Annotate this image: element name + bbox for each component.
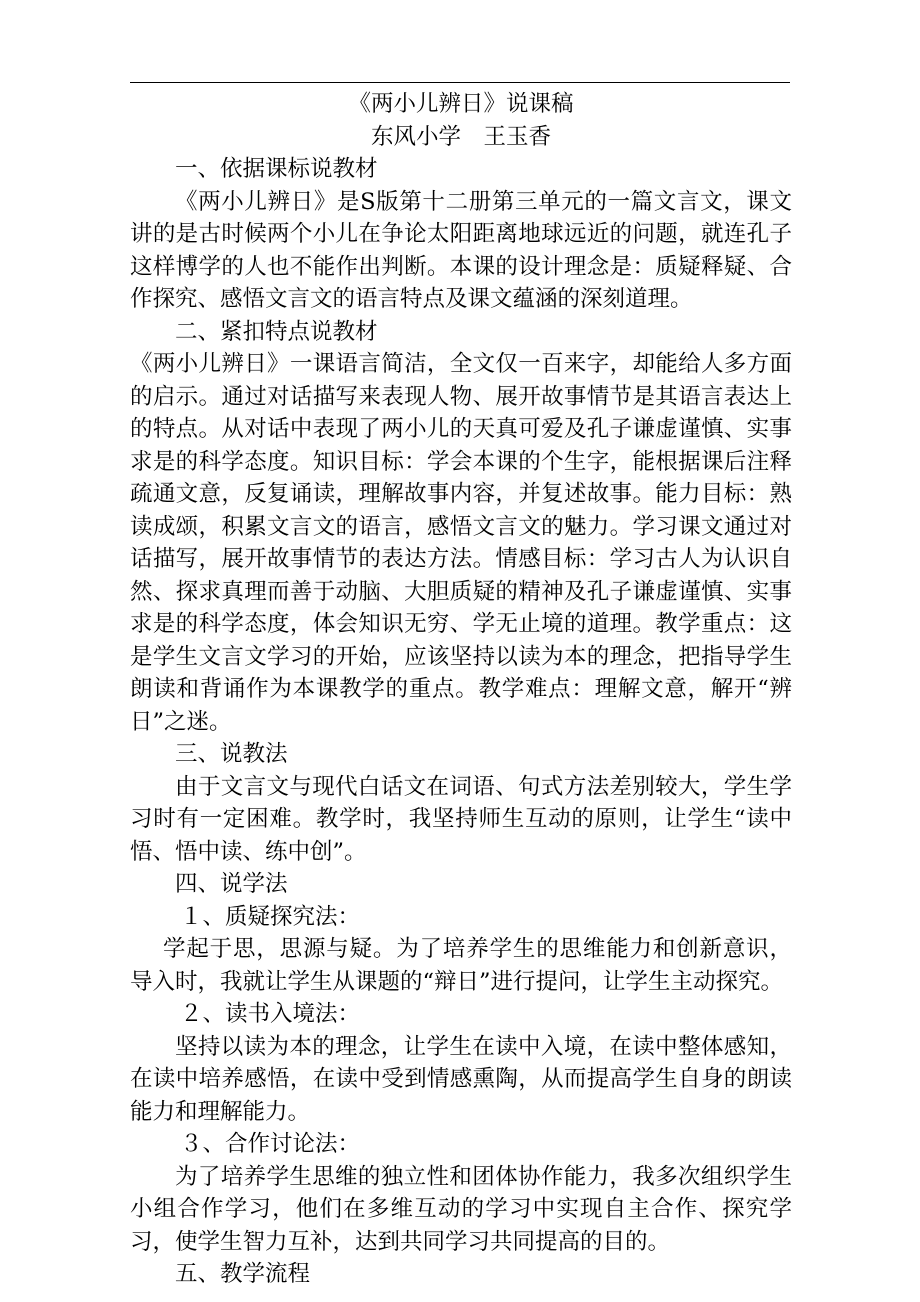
paragraph: 三、说教法 [175,741,288,767]
paragraph: 五、教学流程 [175,1261,311,1287]
author-line: 东风小学 王玉香 [370,123,551,150]
document-title: 《两小儿辨日》说课稿 [348,91,574,117]
paragraph: 《两小儿辨日》一课语言简洁，全文仅一百来字，却能给人多方面的启示。通过对话描写来表现人物、展开故事情节是其语言表达上的特点。从对话中表现了两小儿的天真可爱及孔子谦虚谨慎、实事求是的科学态度。知识目标：学会本课的个生字，能根据课后注释疏通文意，反复诵读，理解故事内容，并复述故事。能力目标：熟读成颂，积累文言文的语言，感悟文言文的魅力。学习课文通过对话描写，展开故事情节的表达方法。情感目标：学习古人为认识自然、探求真理而善于动脑、大胆质疑的精神及孔子谦虚谨慎、实事求是的科学态度，体会知识无穷、学无止境的道理。教学重点：这是学生文言文学习的开始，应该坚持以读为本的理念，把指导学生朗读和背诵作为本课教学的重点。教学难点：理解文意，解开“辨日”之迷。 [130,351,792,735]
paragraph: 学起于思，思源与疑。为了培养学生的思维能力和创新意识，导入时，我就让学生从课题的“辩日”进行提问，让学生主动探究。 [130,936,792,995]
paragraph: 《两小儿辨日》是S版第十二册第三单元的一篇文言文，课文讲的是古时候两个小儿在争论太阳距离地球远近的问题，就连孔子这样博学的人也不能作出判断。本课的设计理念是：质疑释疑、合作探究、感悟文言文的语言特点及课文蕴涵的深刻道理。 [130,188,792,312]
paragraph: 四、说学法 [175,871,288,897]
paragraph: 二、紧扣特点说教材 [175,318,378,345]
paragraph: １、质疑探究法： [180,903,361,930]
paragraph: 坚持以读为本的理念，让学生在读中入境，在读中整体感知，在读中培养感悟，在读中受到情感熏陶，从而提高学生自身的朗读能力和理解能力。 [130,1033,792,1125]
document-body [130,88,792,1291]
paragraph: ３、合作讨论法： [180,1131,361,1157]
paragraph-list [130,153,792,1291]
paragraph: ２、读书入境法： [180,1001,361,1027]
header-rule [130,82,790,83]
paragraph: 由于文言文与现代白话文在词语、句式方法差别较大，学生学习时有一定困难。教学时，我坚持师生互动的原则，让学生“读中悟、悟中读、练中创”。 [130,773,792,865]
paragraph: 一、依据课标说教材 [175,156,378,182]
paragraph: 为了培养学生思维的独立性和团体协作能力，我多次组织学生小组合作学习，他们在多维互动的学习中实现自主合作、探究学习，使学生智力互补，达到共同学习共同提高的目的。 [130,1163,792,1255]
